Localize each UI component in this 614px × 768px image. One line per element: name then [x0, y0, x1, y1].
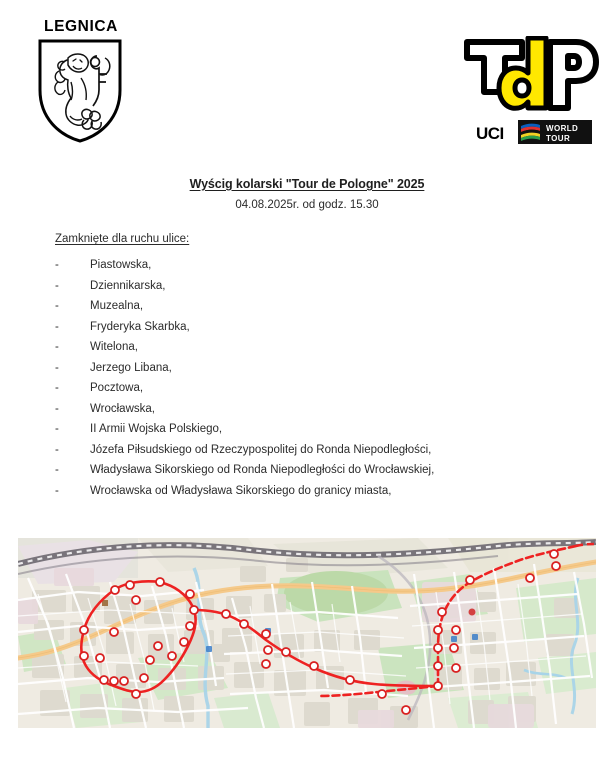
- street-list-item: [0, 419, 614, 440]
- street-name: Józefa Piłsudskiego od Rzeczypospolitej do Ronda Niepodległości,: [90, 443, 432, 456]
- street-list-item: [0, 358, 614, 379]
- title-block: [0, 176, 614, 214]
- document-header: [0, 0, 614, 160]
- page-title: Wyścig kolarski "Tour de Pologne" 2025: [189, 177, 425, 191]
- street-bullet: -: [55, 484, 59, 497]
- route-map-image: [18, 538, 596, 728]
- street-list-item: [0, 317, 614, 338]
- street-name: Wrocławska,: [90, 402, 155, 415]
- street-bullet: -: [55, 402, 59, 415]
- street-list-item: [0, 296, 614, 317]
- street-name: Muzealna,: [90, 300, 144, 312]
- street-name: Dziennikarska,: [90, 279, 166, 292]
- street-list-item: [0, 460, 614, 481]
- street-name: Władysława Sikorskiego od Ronda Niepodległości do Wrocławskiej,: [90, 464, 435, 476]
- street-name: II Armii Wojska Polskiego,: [90, 423, 223, 435]
- closed-streets-list: [0, 255, 614, 501]
- street-bullet: -: [55, 320, 59, 333]
- legnica-wordmark: LEGNICA: [44, 18, 118, 35]
- page-subtitle: 04.08.2025r. od godz. 15.30: [235, 199, 379, 211]
- legnica-logo: [30, 18, 130, 146]
- street-bullet: -: [55, 443, 59, 456]
- closed-streets-heading: Zamknięte dla ruchu ulice:: [55, 233, 190, 245]
- svg-text:TOUR: TOUR: [546, 134, 571, 143]
- legnica-coat-of-arms-icon: [37, 38, 123, 144]
- tdp-mark-icon: [464, 36, 600, 114]
- street-list-item: [0, 276, 614, 297]
- street-list-item: [0, 337, 614, 358]
- street-bullet: -: [55, 464, 59, 476]
- svg-text:UCI: UCI: [476, 124, 504, 143]
- street-list-item: [0, 378, 614, 399]
- street-list-item: [0, 481, 614, 502]
- street-name: Piastowska,: [90, 259, 152, 271]
- street-bullet: -: [55, 259, 59, 271]
- street-name: Witelona,: [90, 341, 138, 353]
- street-bullet: -: [55, 300, 59, 312]
- route-map: [18, 538, 596, 728]
- uci-world-tour-badge-icon: [474, 118, 594, 146]
- street-bullet: -: [55, 361, 59, 374]
- street-name: Fryderyka Skarbka,: [90, 320, 190, 333]
- tour-de-pologne-logo: [464, 36, 600, 148]
- street-list-item: [0, 255, 614, 276]
- svg-text:WORLD: WORLD: [546, 124, 579, 133]
- street-name: Jerzego Libana,: [90, 361, 172, 374]
- street-name: Wrocławska od Władysława Sikorskiego do granicy miasta,: [90, 484, 392, 497]
- street-name: Pocztowa,: [90, 382, 144, 394]
- street-bullet: -: [55, 279, 59, 292]
- street-bullet: -: [55, 382, 59, 394]
- street-list-item: [0, 399, 614, 420]
- street-bullet: -: [55, 423, 59, 435]
- street-list-item: [0, 440, 614, 461]
- street-bullet: -: [55, 341, 59, 353]
